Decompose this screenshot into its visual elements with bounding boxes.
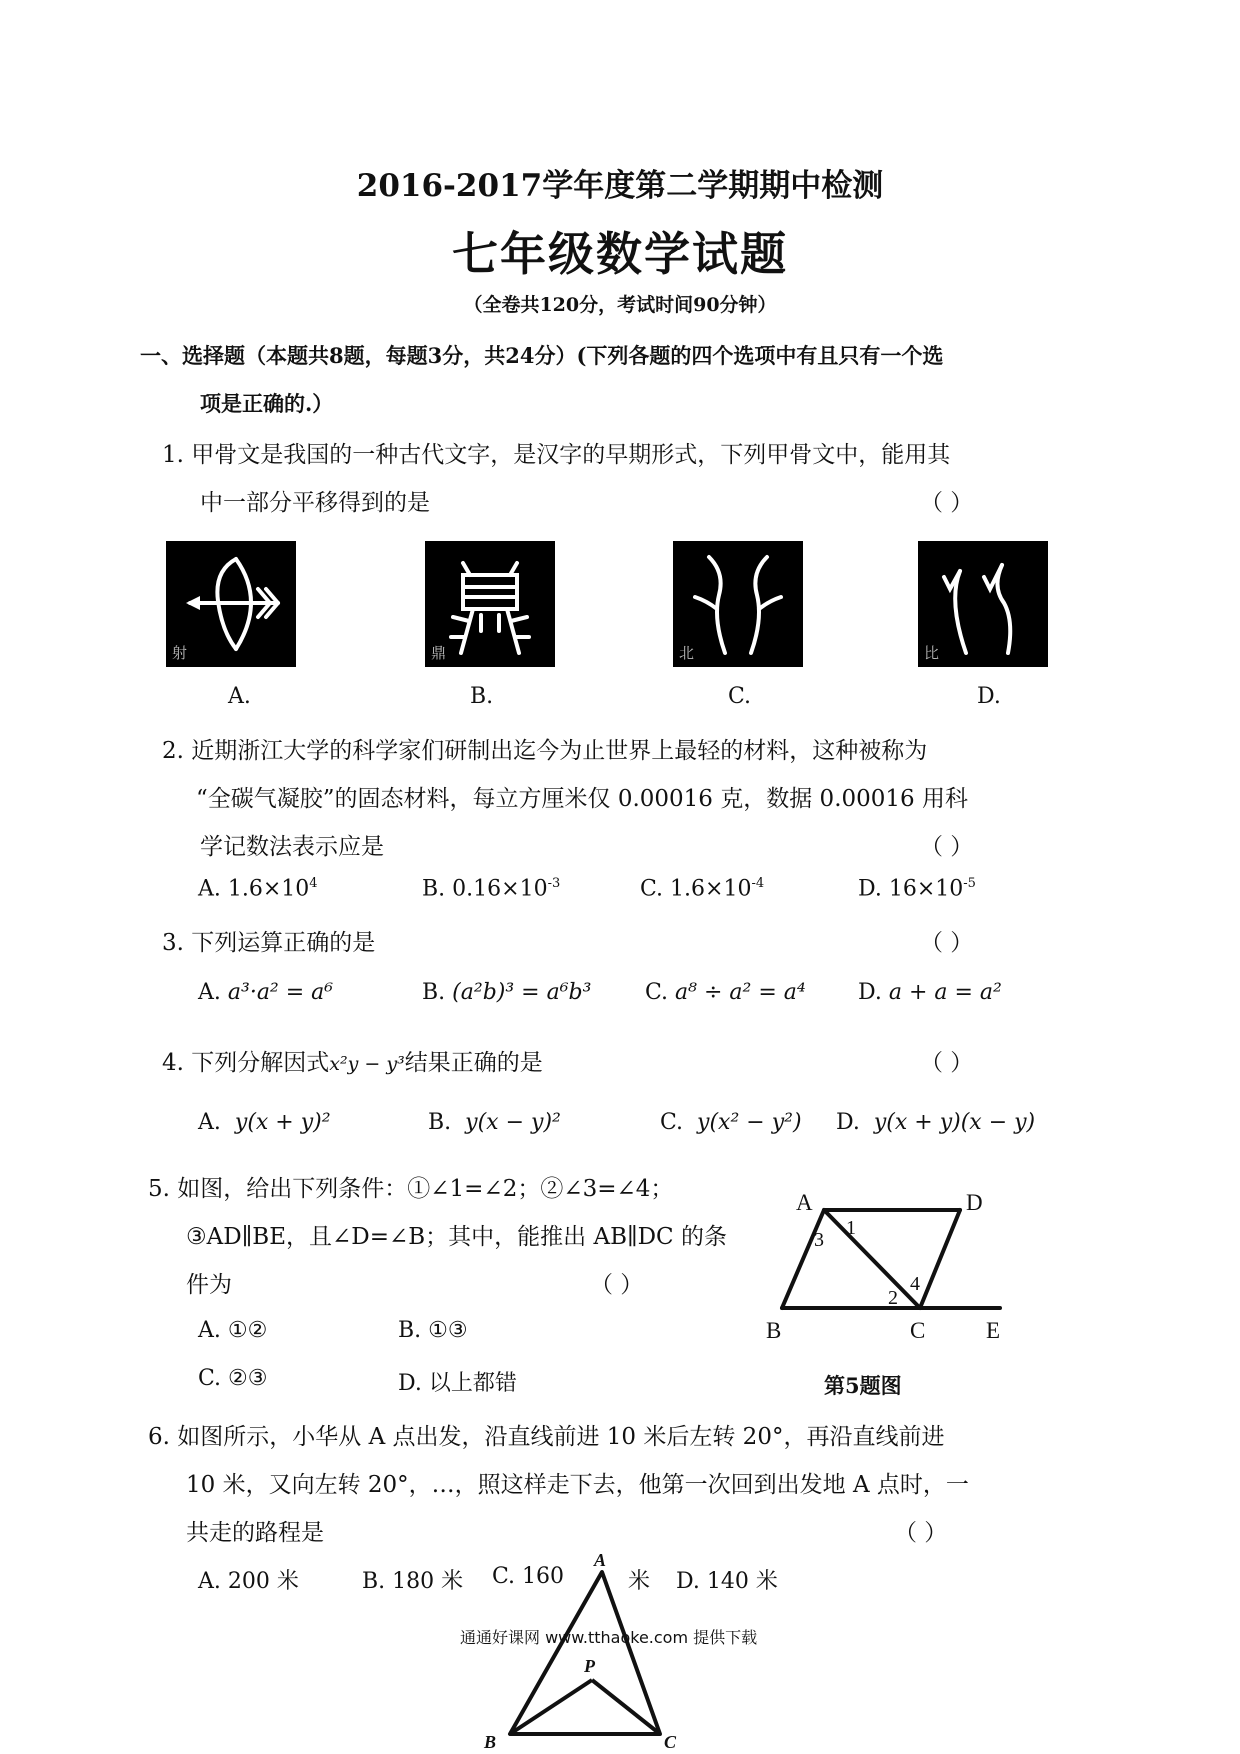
q6-triangle-abc [510, 1572, 660, 1734]
q6-line-bp [510, 1680, 592, 1734]
q4-option-b-label: B. [428, 1110, 452, 1135]
q5-line-ac [824, 1210, 920, 1308]
q3-option-d-expr: a + a = a² [888, 980, 1002, 1005]
q5-angle-3: 3 [814, 1229, 824, 1251]
q4-option-b-expr: y(x − y)² [465, 1110, 561, 1135]
q2-option-a-base: A. 1.6×10 [198, 876, 310, 902]
q1-image-b [425, 541, 555, 667]
q2-stem-line1: 2. 近期浙江大学的科学家们研制出迄今为止世界上最轻的材料，这种被称为 [162, 738, 928, 764]
q3-option-b-label: B. [422, 980, 446, 1005]
q6-point-c: C [664, 1732, 677, 1750]
q3-option-d [858, 980, 1002, 1005]
q5-line-ab [782, 1210, 824, 1308]
q5-option-c: C. ②③ [198, 1366, 268, 1391]
q5-stem-line1: 5. 如图，给出下列条件：①∠1=∠2；②∠3=∠4； [148, 1176, 674, 1202]
q1-image-b-caption: 鼎 [431, 644, 447, 662]
q2-option-c-base: C. 1.6×10 [640, 876, 752, 902]
q5-stem-line3: 件为 [186, 1272, 232, 1298]
q3-option-d-label: D. [858, 980, 882, 1005]
q5-point-b: B [766, 1318, 782, 1343]
q3-option-a-label: A. [198, 980, 221, 1005]
q5-option-d: D. 以上都错 [398, 1371, 517, 1396]
q5-option-b: B. ①③ [398, 1318, 468, 1343]
q4-stem [162, 1044, 543, 1077]
q4-stem-a: 4. 下列分解因式 [162, 1050, 330, 1076]
q6-stem-line2: 10 米，又向左转 20°，…，照这样走下去，他第一次回到出发地 A 点时，一 [186, 1472, 969, 1498]
q5-answer-paren: （ ） [590, 1272, 644, 1298]
q2-option-b [422, 876, 560, 901]
q1-option-d: D. [977, 684, 1001, 709]
q4-option-c [660, 1110, 802, 1135]
q1-image-a [166, 541, 296, 667]
q2-option-d [858, 876, 976, 901]
q6-option-c-unit: 米 [628, 1569, 651, 1594]
q5-point-d: D [966, 1190, 983, 1215]
q2-option-d-base: D. 16×10 [858, 876, 964, 902]
exam-subtitle: 七年级数学试题 [452, 227, 788, 281]
q5-point-e: E [986, 1318, 1001, 1343]
q6-figure [480, 1550, 700, 1750]
q4-option-a-expr: y(x + y)² [234, 1110, 331, 1135]
q1-option-a: A. [228, 684, 251, 709]
q6-point-b: B [484, 1732, 497, 1750]
q4-option-d-label: D. [836, 1110, 860, 1135]
footer-watermark: 通通好课网 www.tthaoke.com 提供下载 [460, 1628, 758, 1647]
q4-option-a-label: A. [198, 1110, 221, 1135]
q6-option-a: A. 200 米 [198, 1569, 299, 1594]
q1-stem-line2: 中一部分平移得到的是 [200, 490, 430, 516]
q3-option-a-expr: a³·a² = a⁶ [227, 980, 334, 1005]
q6-option-b: B. 180 米 [362, 1569, 464, 1594]
q6-option-d: D. 140 米 [676, 1569, 778, 1594]
q4-option-d [836, 1110, 1035, 1135]
q5-option-a: A. ①② [198, 1318, 268, 1343]
q3-option-c-expr: a⁸ ÷ a² = a⁴ [675, 980, 806, 1005]
q4-stem-b: 结果正确的是 [404, 1050, 543, 1076]
q1-option-b: B. [470, 684, 494, 709]
exam-info: （全卷共120分，考试时间90分钟） [463, 294, 777, 316]
q5-angle-1: 1 [846, 1217, 856, 1239]
q3-option-b [422, 980, 591, 1005]
q3-option-c [645, 980, 806, 1005]
q6-stem-line3: 共走的路程是 [186, 1520, 324, 1546]
q5-stem-line2: ③AD∥BE，且∠D=∠B；其中，能推出 AB∥DC 的条 [186, 1224, 727, 1250]
q4-answer-paren: （ ） [920, 1050, 974, 1076]
q2-option-a [198, 876, 318, 901]
q1-answer-paren: （ ） [920, 490, 974, 516]
q6-stem-line1: 6. 如图所示，小华从 A 点出发，沿直线前进 10 米后左转 20°，再沿直线前进 [148, 1424, 945, 1450]
q5-point-a: A [796, 1190, 813, 1215]
q3-option-a [198, 980, 333, 1005]
q5-line-dc [920, 1210, 960, 1308]
q5-figure-caption: 第5题图 [824, 1373, 902, 1398]
exam-title: 2016-2017学年度第二学期期中检测 [356, 168, 884, 204]
q2-option-a-exp: 4 [309, 876, 318, 891]
q4-stem-expr: x²y − y³ [329, 1053, 405, 1075]
q6-point-p: P [584, 1656, 595, 1676]
q1-image-d [918, 541, 1048, 667]
q2-option-d-exp: -5 [963, 876, 976, 891]
q5-figure [750, 1190, 1010, 1350]
q6-answer-paren: （ ） [894, 1520, 948, 1546]
q4-option-a [198, 1110, 331, 1135]
q1-stem-line1: 1. 甲骨文是我国的一种古代文字，是汉字的早期形式，下列甲骨文中，能用其 [162, 442, 951, 468]
q2-stem-line3: 学记数法表示应是 [200, 834, 384, 860]
q1-image-c-caption: 北 [679, 644, 695, 662]
q1-image-d-caption: 比 [924, 644, 940, 662]
q4-option-d-expr: y(x + y)(x − y) [873, 1110, 1036, 1135]
q5-point-c: C [910, 1318, 926, 1343]
q1-image-a-caption: 射 [172, 644, 188, 662]
q2-option-b-exp: -3 [547, 876, 561, 891]
q2-stem-line2: “全碳气凝胶”的固态材料，每立方厘米仅 0.00016 克，数据 0.00016 用科 [196, 786, 968, 812]
q4-option-c-expr: y(x² − y²) [697, 1110, 802, 1135]
q5-angle-4: 4 [910, 1273, 920, 1295]
q3-answer-paren: （ ） [920, 930, 974, 956]
q3-stem: 3. 下列运算正确的是 [162, 930, 376, 956]
q4-option-b [428, 1110, 561, 1135]
q1-image-c [673, 541, 803, 667]
q2-option-c [640, 876, 764, 901]
q2-option-c-exp: -4 [751, 876, 765, 891]
q4-option-c-label: C. [660, 1110, 684, 1135]
section-1-heading-line1: 一、选择题（本题共8题，每题3分，共24分）(下列各题的四个选项中有且只有一个选 [140, 343, 944, 368]
q5-angle-2: 2 [888, 1287, 898, 1309]
q3-option-c-label: C. [645, 980, 669, 1005]
q6-option-c: C. 160 [492, 1564, 565, 1589]
section-1-heading-line2: 项是正确的.） [200, 391, 334, 416]
q3-option-b-expr: (a²b)³ = a⁶b³ [452, 980, 592, 1005]
q6-point-a: A [594, 1550, 607, 1570]
q2-answer-paren: （ ） [920, 834, 974, 860]
q1-option-c: C. [728, 684, 752, 709]
q2-option-b-base: B. 0.16×10 [422, 876, 548, 902]
